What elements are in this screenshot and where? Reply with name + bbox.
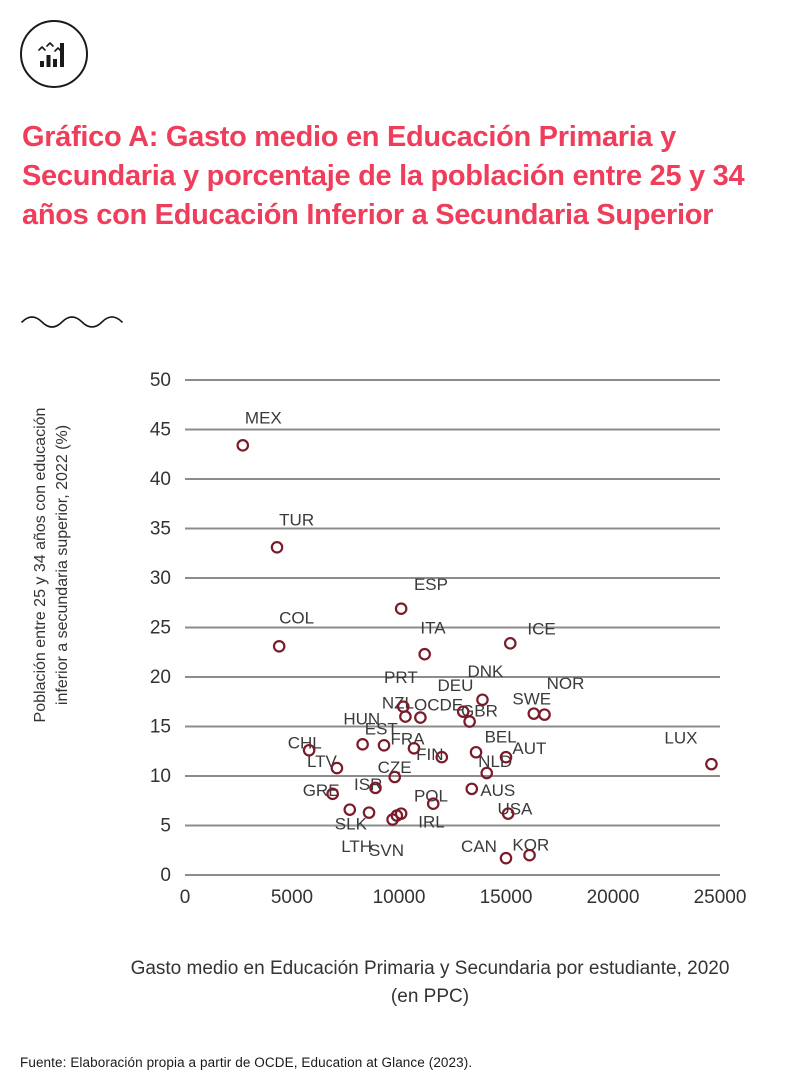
data-point-label: NZL — [381, 693, 415, 713]
data-point-label: COL — [279, 608, 315, 628]
y-tick-label: 25 — [149, 617, 171, 639]
data-point-marker[interactable] — [379, 740, 389, 750]
y-tick-label: 20 — [149, 667, 171, 688]
data-point-label: PRT — [384, 667, 418, 687]
data-point-label: OCDE — [413, 695, 464, 715]
data-point-marker[interactable] — [357, 739, 367, 749]
data-point-label: ICE — [527, 619, 556, 639]
page-title: Gráfico A: Gasto medio en Educación Primaria y Secundaria y porcentaje de la población entre 25 y 34 años con Educación Inferior a Secundaria Superior — [22, 121, 745, 231]
y-tick-label: 15 — [149, 716, 171, 738]
data-point-marker[interactable] — [505, 638, 515, 648]
y-tick-label: 35 — [149, 518, 171, 540]
x-axis-label: Gasto medio en Educación Primaria y Secundaria por estudiante, 2020 (en PPC) — [130, 958, 730, 1007]
data-point-label: SVN — [369, 841, 405, 861]
data-point-marker[interactable] — [467, 784, 477, 794]
y-tick-label: 30 — [149, 568, 171, 589]
x-tick-label: 5000 — [270, 887, 314, 908]
data-point-label: CAN — [461, 837, 497, 857]
data-point-marker[interactable] — [345, 804, 355, 814]
data-point-label: FIN — [416, 745, 444, 765]
y-tick-label: 0 — [160, 865, 171, 886]
data-point-marker[interactable] — [272, 542, 282, 552]
data-point-label: IRL — [418, 812, 445, 832]
data-point-label: ESP — [413, 574, 449, 594]
data-point-label: MEX — [244, 408, 282, 428]
y-axis-label: Población entre 25 y 34 años con educación inferior a secundaria superior, 2022 (%) — [32, 407, 71, 723]
data-point-label: DEU — [437, 675, 474, 695]
source-note: Fuente: Elaboración propia a partir de OCDE, Education at Glance (2023). — [20, 1055, 473, 1070]
data-point-label: LTV — [306, 752, 337, 772]
data-point-label: ISR — [354, 774, 383, 794]
data-point-label: LTH — [341, 837, 373, 857]
data-point-label: DNK — [467, 662, 504, 681]
data-point-label: BEL — [484, 727, 517, 747]
y-tick-label: 50 — [149, 370, 171, 391]
data-point-label: CZE — [377, 758, 412, 778]
data-point-label: SWE — [512, 689, 552, 709]
x-tick-label: 15000 — [479, 887, 533, 908]
logo-circle — [20, 20, 88, 88]
data-point-label: NLD — [478, 752, 513, 772]
data-point-label: POL — [413, 786, 449, 806]
data-point-marker[interactable] — [419, 649, 429, 659]
y-tick-label: 5 — [160, 815, 171, 837]
logo — [20, 20, 90, 90]
x-tick-label: 25000 — [693, 887, 747, 908]
data-point-label: FRA — [390, 729, 425, 749]
data-point-label: ITA — [420, 618, 446, 638]
scatter-plot — [0, 350, 800, 955]
data-point-label: USA — [497, 799, 533, 819]
data-point-label: AUT — [512, 739, 547, 759]
x-tick-label: 10000 — [372, 887, 426, 908]
data-point-label: EST — [364, 719, 398, 739]
data-point-label: CHL — [287, 733, 322, 753]
data-point-marker[interactable] — [396, 603, 406, 613]
data-point-marker[interactable] — [274, 641, 284, 651]
chart-container — [0, 350, 800, 1030]
data-point-marker[interactable] — [706, 759, 716, 769]
data-point-label: HUN — [343, 709, 381, 729]
data-point-label: LUX — [664, 728, 698, 748]
data-point-marker[interactable] — [364, 807, 374, 817]
y-tick-label: 10 — [149, 766, 171, 787]
data-point-label: TUR — [279, 510, 315, 530]
data-point-label: SLK — [334, 814, 367, 834]
x-tick-label: 0 — [179, 887, 191, 908]
data-point-label: NOR — [546, 673, 585, 693]
data-point-label: GRE — [302, 780, 340, 800]
squiggle-divider — [20, 312, 140, 332]
data-point-label: GBR — [461, 701, 498, 721]
data-point-marker[interactable] — [238, 440, 248, 450]
data-point-marker[interactable] — [400, 711, 410, 721]
data-point-marker[interactable] — [529, 708, 539, 718]
data-point-marker[interactable] — [501, 853, 511, 863]
data-point-label: AUS — [480, 780, 516, 800]
bar-chart-logo-icon — [22, 22, 86, 86]
y-tick-label: 40 — [149, 469, 171, 490]
x-tick-label: 20000 — [586, 887, 640, 908]
data-point-marker[interactable] — [539, 709, 549, 719]
data-point-label: KOR — [512, 835, 550, 855]
y-tick-label: 45 — [149, 419, 171, 441]
